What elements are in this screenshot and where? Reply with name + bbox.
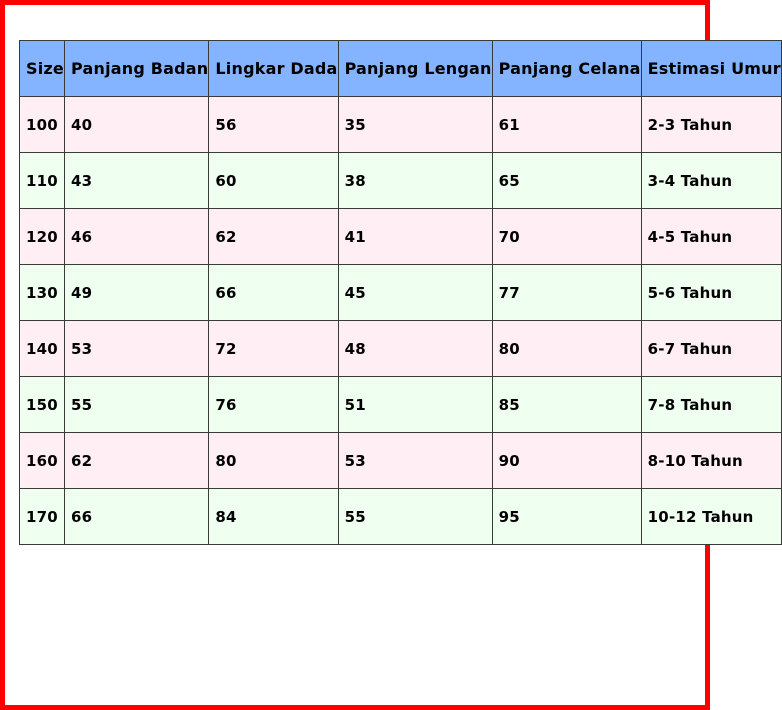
cell-panjang-celana: 95 bbox=[492, 489, 641, 545]
cell-estimasi-umur: 8-10 Tahun bbox=[641, 433, 781, 489]
cell-panjang-celana: 80 bbox=[492, 321, 641, 377]
cell-panjang-celana: 85 bbox=[492, 377, 641, 433]
header-lingkar-dada: Lingkar Dada bbox=[209, 41, 338, 97]
cell-panjang-lengan: 38 bbox=[338, 153, 492, 209]
cell-panjang-lengan: 41 bbox=[338, 209, 492, 265]
size-chart-table bbox=[19, 40, 782, 545]
table-row bbox=[20, 97, 782, 153]
cell-size: 170 bbox=[20, 489, 65, 545]
cell-panjang-badan: 62 bbox=[64, 433, 208, 489]
cell-size: 110 bbox=[20, 153, 65, 209]
cell-size: 130 bbox=[20, 265, 65, 321]
cell-estimasi-umur: 2-3 Tahun bbox=[641, 97, 781, 153]
cell-panjang-celana: 90 bbox=[492, 433, 641, 489]
table-row bbox=[20, 321, 782, 377]
cell-lingkar-dada: 62 bbox=[209, 209, 338, 265]
cell-panjang-badan: 43 bbox=[64, 153, 208, 209]
cell-lingkar-dada: 66 bbox=[209, 265, 338, 321]
cell-panjang-lengan: 48 bbox=[338, 321, 492, 377]
cell-panjang-celana: 77 bbox=[492, 265, 641, 321]
cell-size: 150 bbox=[20, 377, 65, 433]
table-row bbox=[20, 209, 782, 265]
header-estimasi-umur: Estimasi Umur bbox=[641, 41, 781, 97]
header-panjang-badan: Panjang Badan bbox=[64, 41, 208, 97]
cell-lingkar-dada: 80 bbox=[209, 433, 338, 489]
cell-panjang-lengan: 51 bbox=[338, 377, 492, 433]
table-row bbox=[20, 153, 782, 209]
cell-lingkar-dada: 72 bbox=[209, 321, 338, 377]
cell-estimasi-umur: 5-6 Tahun bbox=[641, 265, 781, 321]
cell-panjang-badan: 40 bbox=[64, 97, 208, 153]
table-row bbox=[20, 433, 782, 489]
cell-estimasi-umur: 7-8 Tahun bbox=[641, 377, 781, 433]
header-panjang-lengan: Panjang Lengan bbox=[338, 41, 492, 97]
table-row bbox=[20, 377, 782, 433]
header-size: Size bbox=[20, 41, 65, 97]
cell-panjang-badan: 55 bbox=[64, 377, 208, 433]
cell-panjang-lengan: 55 bbox=[338, 489, 492, 545]
cell-estimasi-umur: 4-5 Tahun bbox=[641, 209, 781, 265]
cell-panjang-celana: 61 bbox=[492, 97, 641, 153]
cell-panjang-lengan: 45 bbox=[338, 265, 492, 321]
cell-size: 160 bbox=[20, 433, 65, 489]
cell-size: 120 bbox=[20, 209, 65, 265]
cell-size: 100 bbox=[20, 97, 65, 153]
cell-panjang-badan: 53 bbox=[64, 321, 208, 377]
cell-lingkar-dada: 84 bbox=[209, 489, 338, 545]
cell-estimasi-umur: 10-12 Tahun bbox=[641, 489, 781, 545]
cell-lingkar-dada: 76 bbox=[209, 377, 338, 433]
cell-estimasi-umur: 6-7 Tahun bbox=[641, 321, 781, 377]
cell-panjang-badan: 49 bbox=[64, 265, 208, 321]
cell-panjang-badan: 46 bbox=[64, 209, 208, 265]
cell-panjang-lengan: 35 bbox=[338, 97, 492, 153]
cell-panjang-celana: 65 bbox=[492, 153, 641, 209]
table-row bbox=[20, 489, 782, 545]
table-row bbox=[20, 265, 782, 321]
cell-panjang-celana: 70 bbox=[492, 209, 641, 265]
cell-lingkar-dada: 60 bbox=[209, 153, 338, 209]
cell-size: 140 bbox=[20, 321, 65, 377]
table-header-row bbox=[20, 41, 782, 97]
header-panjang-celana: Panjang Celana bbox=[492, 41, 641, 97]
cell-panjang-badan: 66 bbox=[64, 489, 208, 545]
cell-estimasi-umur: 3-4 Tahun bbox=[641, 153, 781, 209]
cell-panjang-lengan: 53 bbox=[338, 433, 492, 489]
cell-lingkar-dada: 56 bbox=[209, 97, 338, 153]
